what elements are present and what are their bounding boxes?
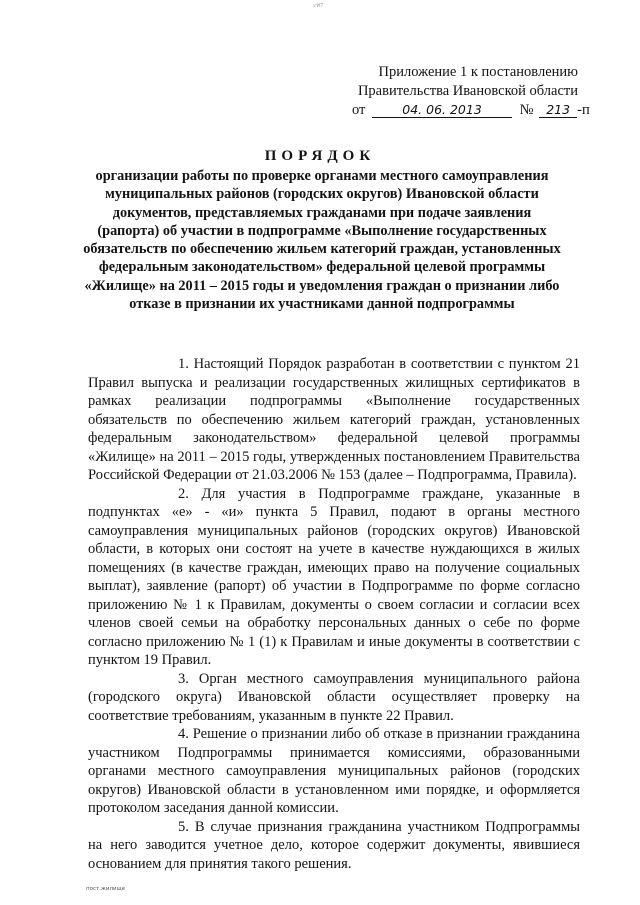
paragraph-number: 2. bbox=[178, 485, 189, 502]
corner-mark: ะท7 bbox=[313, 3, 324, 9]
paragraph-4 bbox=[88, 725, 580, 818]
document-title: ПОРЯДОК bbox=[264, 148, 376, 164]
paragraph-number: 4. bbox=[178, 726, 189, 742]
document-body bbox=[88, 355, 580, 873]
paragraph-text: Для участия в Подпрограмме граждане, указанные в подпунктах «е» - «и» пункта 5 Правил, подают в органы местного самоуправления муниципальных районов (городских округов) Ивановской области, в которых они состоят на учете в качестве нуждающихся в жилых помещениях (в качестве граждан, имеющих право на получение социальных выплат), заявление (рапорт) об участии в Подпрограмме по форме согласно приложению № 1 к Правилам, документы о своем согласии и согласии всех членов своей семьи на обработку персональных данных о себе по форме согласно приложению № 1 (1) к Правилам и иные документы в соответствии с пунктом 19 Правил. bbox=[88, 485, 581, 668]
paragraph-1 bbox=[88, 355, 580, 485]
number-suffix: -п bbox=[577, 102, 590, 118]
appendix-line-2: Правительства Ивановской области bbox=[357, 83, 578, 99]
date-field: 04. 06. 2013 bbox=[372, 102, 512, 118]
footer-note: пост.жилище bbox=[86, 886, 126, 892]
paragraph-5 bbox=[88, 818, 580, 874]
paragraph-number: 5. bbox=[178, 818, 189, 835]
number-prefix: № bbox=[519, 102, 534, 118]
paragraph-text: В случае признания гражданина участником Подпрограммы на него заводится учетное дело, которое содержит документы, явившиеся основанием для принятия такого решения. bbox=[88, 818, 580, 872]
paragraph-text: Решение о признании либо об отказе в признании гражданина участником Подпрограммы принимается комиссиями, образованными органами местного самоуправления муниципальных районов (городских округов) Ивановской области в установленном ими порядке, и оформляется протоколом заседания данной комиссии. bbox=[88, 726, 581, 816]
paragraph-text: Орган местного самоуправления муниципального района (городского округа) Ивановской области осуществляет проверку на соответствие требованиям, указанным в пункте 22 Правил. bbox=[88, 670, 580, 724]
appendix-line-1: Приложение 1 к постановлению bbox=[378, 64, 578, 80]
paragraph-number: 1. bbox=[178, 356, 189, 372]
paragraph-2 bbox=[88, 485, 580, 670]
document-subtitle: организации работы по проверке органами местного самоуправления муниципальных районов (городских округов) Ивановской области документов, представляемых гражданами при подаче заявления (рапорта) об участии в подпрограмме «Выполнение государственных обязательств по обеспечению жильем категорий граждан, установленных федеральным законодательством» федеральной целевой программы «Жилище» на 2011 – 2015 годы и уведомления граждан о признании либо отказе в признании их участниками данной подпрограммы bbox=[83, 168, 561, 313]
appendix-date-line bbox=[352, 101, 590, 120]
paragraph-number: 3. bbox=[178, 670, 189, 687]
paragraph-3 bbox=[88, 670, 580, 726]
paragraph-text: Настоящий Порядок разработан в соответствии с пунктом 21 Правил выпуска и реализации государственных жилищных сертификатов в рамках реализации подпрограммы «Выполнение государственных обязательств по обеспечению жильем категорий граждан, установленных федеральным законодательством» федеральной целевой программы «Жилище» на 2011 – 2015 годы, утвержденных постановлением Правительства Российской Федерации от 21.03.2006 № 153 (далее – Подпрограмма, Правила). bbox=[88, 356, 580, 483]
date-prefix: от bbox=[352, 102, 366, 118]
number-field: 213 bbox=[539, 102, 577, 118]
